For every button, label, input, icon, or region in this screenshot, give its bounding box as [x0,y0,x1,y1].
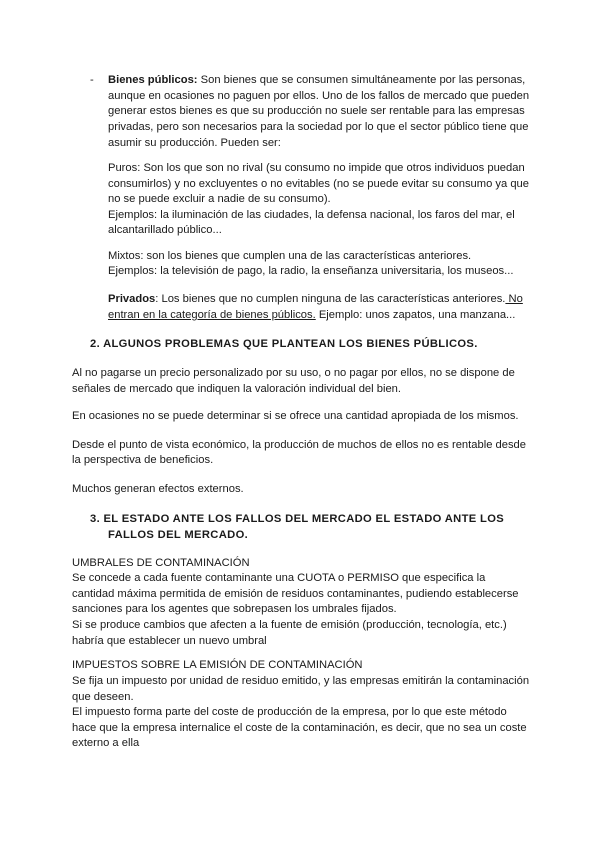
bienes-publicos-first-line [108,73,525,89]
puros-line: no se puede excluir a nadie de su consumo). [108,193,331,206]
section-2-paragraph-line: Muchos generan efectos externos. [72,482,244,495]
impuestos-line: El impuesto forma parte del coste de producción de la empresa, por lo que este método [72,706,507,719]
umbrales-line: cantidad máxima permitida de emisión de residuos contaminantes, pudiendo establecerse [72,587,519,600]
section-2-paragraph-line: la perspectiva de beneficios. [72,454,214,467]
impuestos-line: Se fija un impuesto por unidad de residuo emitido, y las empresas emitirán la contaminación [72,675,530,687]
umbrales-line: habría que establecer un nuevo umbral [72,634,267,647]
intro-line: asumir su producción. Pueden ser: [108,136,281,149]
intro-line: Son bienes que se consumen simultáneamente por las personas, [200,74,526,86]
section-3-heading: FALLOS DEL MERCADO. [108,529,249,541]
bienes-publicos-title: Bienes públicos: [108,74,198,86]
intro-line: generar estos bienes es que su producción no suele ser rentable para las empresas [108,105,525,118]
puros-line: Puros: Son los que son no rival (su consumo no impide que otros individuos puedan [108,162,525,174]
section-2-heading: 2. ALGUNOS PROBLEMAS QUE PLANTEAN LOS BIENES PÚBLICOS. [90,337,478,350]
mixtos-line: Ejemplos: la televisión de pago, la radio, la enseñanza universitaria, los museos... [108,265,514,278]
privados-title: Privados [108,293,156,306]
section-3-heading: 3. EL ESTADO ANTE LOS FALLOS DEL MERCADO EL ESTADO ANTE LOS [90,513,505,526]
section-2-paragraph-line: En ocasiones no se puede determinar si se ofrece una cantidad apropiada de los mismos. [72,410,519,423]
section-2-paragraph-line: Desde el punto de vista económico, la producción de muchos de ellos no es rentable desde [72,438,527,451]
section-2-paragraph-line: Al no pagarse un precio personalizado por su uso, o no pagar por ellos, no se dispone de [72,367,515,379]
puros-line: consumirlos) y no excluyentes o no evitables (no se puede evitar su consumo ya que [108,177,530,190]
privados-example: Ejemplo: unos zapatos, una manzana... [315,309,516,321]
umbrales-line: Si se produce cambios que afecten a la fuente de emisión (producción, tecnología, etc.) [72,619,507,631]
intro-line: privadas, pero son necesarios para la sociedad por lo que el sector público tiene que [108,121,529,133]
umbrales-line: sanciones para los agentes que sobrepasen los umbrales fijados. [72,603,397,616]
impuestos-line: hace que la empresa internalice el coste de la contaminación, es decir, que no sea un coste [72,721,527,734]
intro-line: aunque en ocasiones no paguen por ellos. Uno de los fallos de mercado que pueden [108,89,530,102]
impuestos-line: que deseen. [72,690,134,703]
impuestos-title: IMPUESTOS SOBRE LA EMISIÓN DE CONTAMINACIÓN [72,659,363,672]
mixtos-line: Mixtos: son los bienes que cumplen una de las características anteriores. [108,249,472,262]
impuestos-line: externo a ella [72,737,140,750]
privados-line-2 [108,308,515,324]
puros-line: Ejemplos: la iluminación de las ciudades, la defensa nacional, los faros del mar, el [108,208,515,221]
privados-underlined: entran en la categoría de bienes públicos. [108,309,316,321]
bullet-dash: - [90,74,94,86]
privados-underlined: No [505,293,523,306]
section-2-paragraph-line: señales de mercado que indiquen la valoración individual del bien. [72,382,402,395]
puros-line: alcantarillado público... [108,224,222,237]
privados-text: : Los bienes que no cumplen ninguna de las características anteriores. [155,293,506,306]
privados-line-1 [108,292,523,308]
umbrales-title: UMBRALES DE CONTAMINACIÓN [72,556,250,569]
umbrales-line: Se concede a cada fuente contaminante una CUOTA o PERMISO que especifica la [72,572,486,585]
